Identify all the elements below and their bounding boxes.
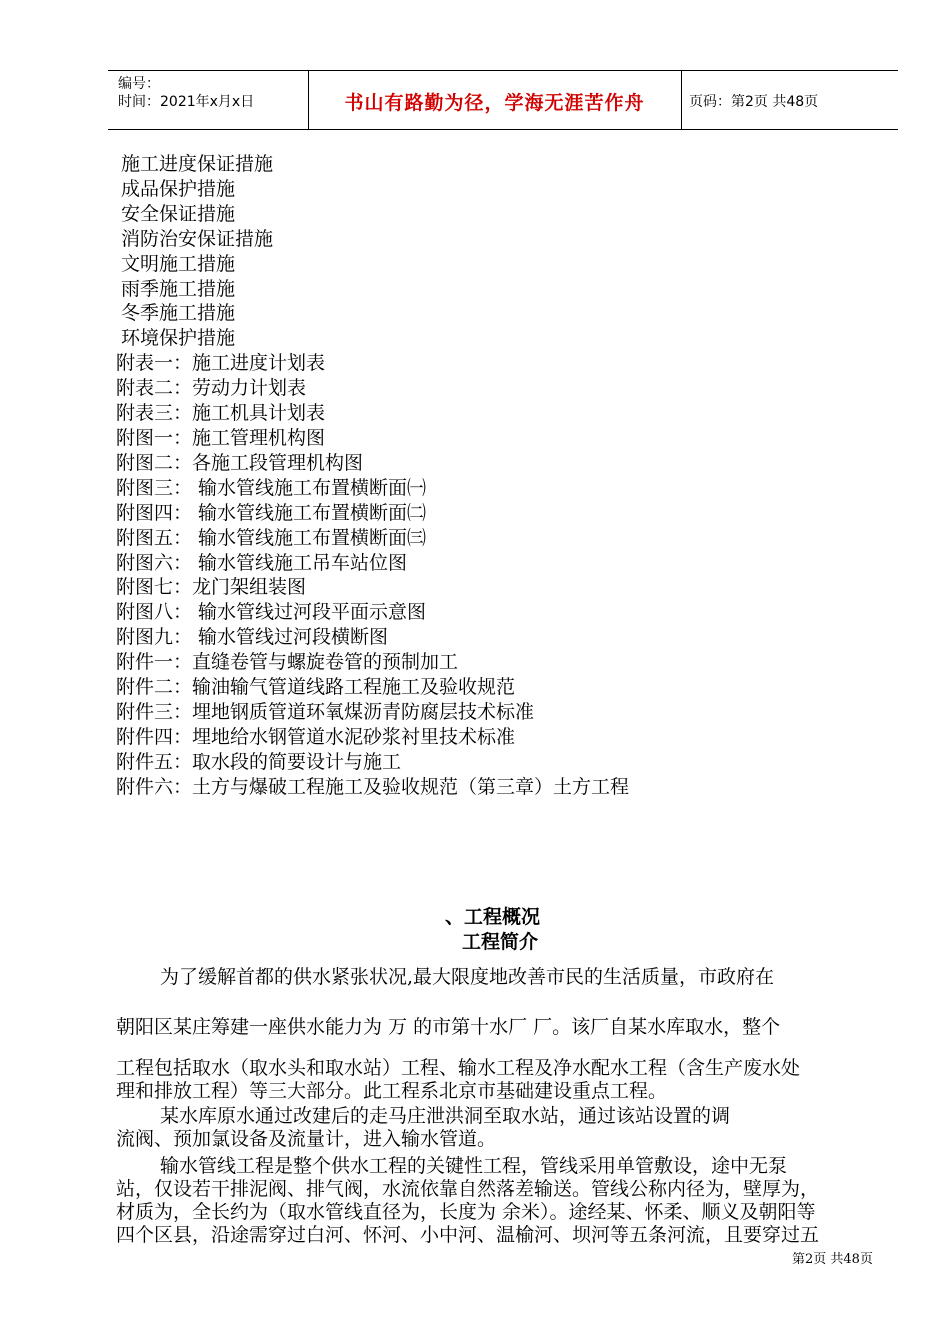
body-line: 为了缓解首都的供水紧张状况,最大限度地改善市民的生活质量，市政府在 [160,966,775,988]
date-label: 时间：2021年x月x日 [118,94,255,110]
toc-item: 附图一：施工管理机构图 [116,426,326,449]
toc-item: 附图四： 输水管线施工布置横断面㈡ [116,501,427,524]
toc-item: 附图六： 输水管线施工吊车站位图 [116,551,408,574]
toc-item: 冬季施工措施 [121,302,236,325]
toc-item: 附件一：直缝卷管与螺旋卷管的预制加工 [116,651,459,674]
toc-item: 安全保证措施 [121,202,236,225]
body-line: 四个区县，沿途需穿过白河、怀河、小中河、温榆河、坝河等五条河流，且要穿过五 [116,1224,820,1246]
toc-item: 附图七：龙门架组装图 [116,576,307,599]
table-of-contents [116,152,629,800]
body-line: 朝阳区某庄筹建一座供水能力为 万 的市第十水厂 厂。该厂自某水库取水，整个 [116,1016,781,1038]
toc-item: 附图二：各施工段管理机构图 [116,451,364,474]
toc-item: 附表一：施工进度计划表 [116,352,326,375]
toc-item: 附件六：土方与爆破工程施工及验收规范（第三章）土方工程 [116,775,630,798]
toc-item: 雨季施工措施 [121,277,236,300]
toc-item: 附图五： 输水管线施工布置横断面㈢ [116,526,427,549]
body-line: 材质为，全长约为（取水管线直径为，长度为 余米）。途经某、怀柔、顺义及朝阳等 [116,1201,816,1223]
header-motto-cell [308,71,682,129]
toc-item: 附件二：输油输气管道线路工程施工及验收规范 [116,676,516,699]
toc-item: 附件五：取水段的简要设计与施工 [116,750,402,773]
toc-item: 附表三：施工机具计划表 [116,402,326,425]
body-line: 某水库原水通过改建后的走马庄泄洪洞至取水站，通过该站设置的调 [160,1105,731,1127]
toc-item: 施工进度保证措施 [121,153,274,175]
page-header [108,70,898,130]
number-label: 编号： [118,76,160,92]
toc-item: 附图三： 输水管线施工布置横断面㈠ [116,476,427,499]
header-page-cell [681,71,898,129]
section-title: 、工程概况 [445,906,541,928]
toc-item: 附件四：埋地给水钢管道水泥砂浆衬里技术标准 [116,725,516,748]
body-line: 工程包括取水（取水头和取水站）工程、输水工程及净水配水工程（含生产废水处 [116,1057,801,1079]
body-line: 站，仅设若干排泥阀、排气阀，水流依靠自然落差输送。管线公称内径为，壁厚为， [116,1178,820,1200]
toc-item: 消防治安保证措施 [121,227,274,250]
page-number-label: 页码：第2页 共48页 [689,94,819,110]
toc-item: 附图八： 输水管线过河段平面示意图 [116,601,427,624]
body-line: 输水管线工程是整个供水工程的关键性工程，管线采用单管敷设，途中无泵 [160,1155,788,1177]
page-footer: 第2页 共48页 [792,1252,873,1267]
motto-text: 书山有路勤为径，学海无涯苦作舟 [344,92,645,114]
toc-item: 文明施工措施 [121,252,236,275]
body-line: 流阀、预加氯设备及流量计，进入输水管道。 [116,1128,497,1150]
toc-item: 附件三：埋地钢质管道环氧煤沥青防腐层技术标准 [116,700,535,723]
header-meta-cell [108,71,309,129]
toc-item: 成品保护措施 [121,177,236,200]
section-subtitle: 工程简介 [462,931,539,953]
toc-item: 环境保护措施 [121,327,236,350]
toc-item: 附图九： 输水管线过河段横断图 [116,626,389,649]
toc-item: 附表二：劳动力计划表 [116,377,307,400]
body-line: 理和排放工程）等三大部分。此工程系北京市基础建设重点工程。 [116,1080,668,1102]
